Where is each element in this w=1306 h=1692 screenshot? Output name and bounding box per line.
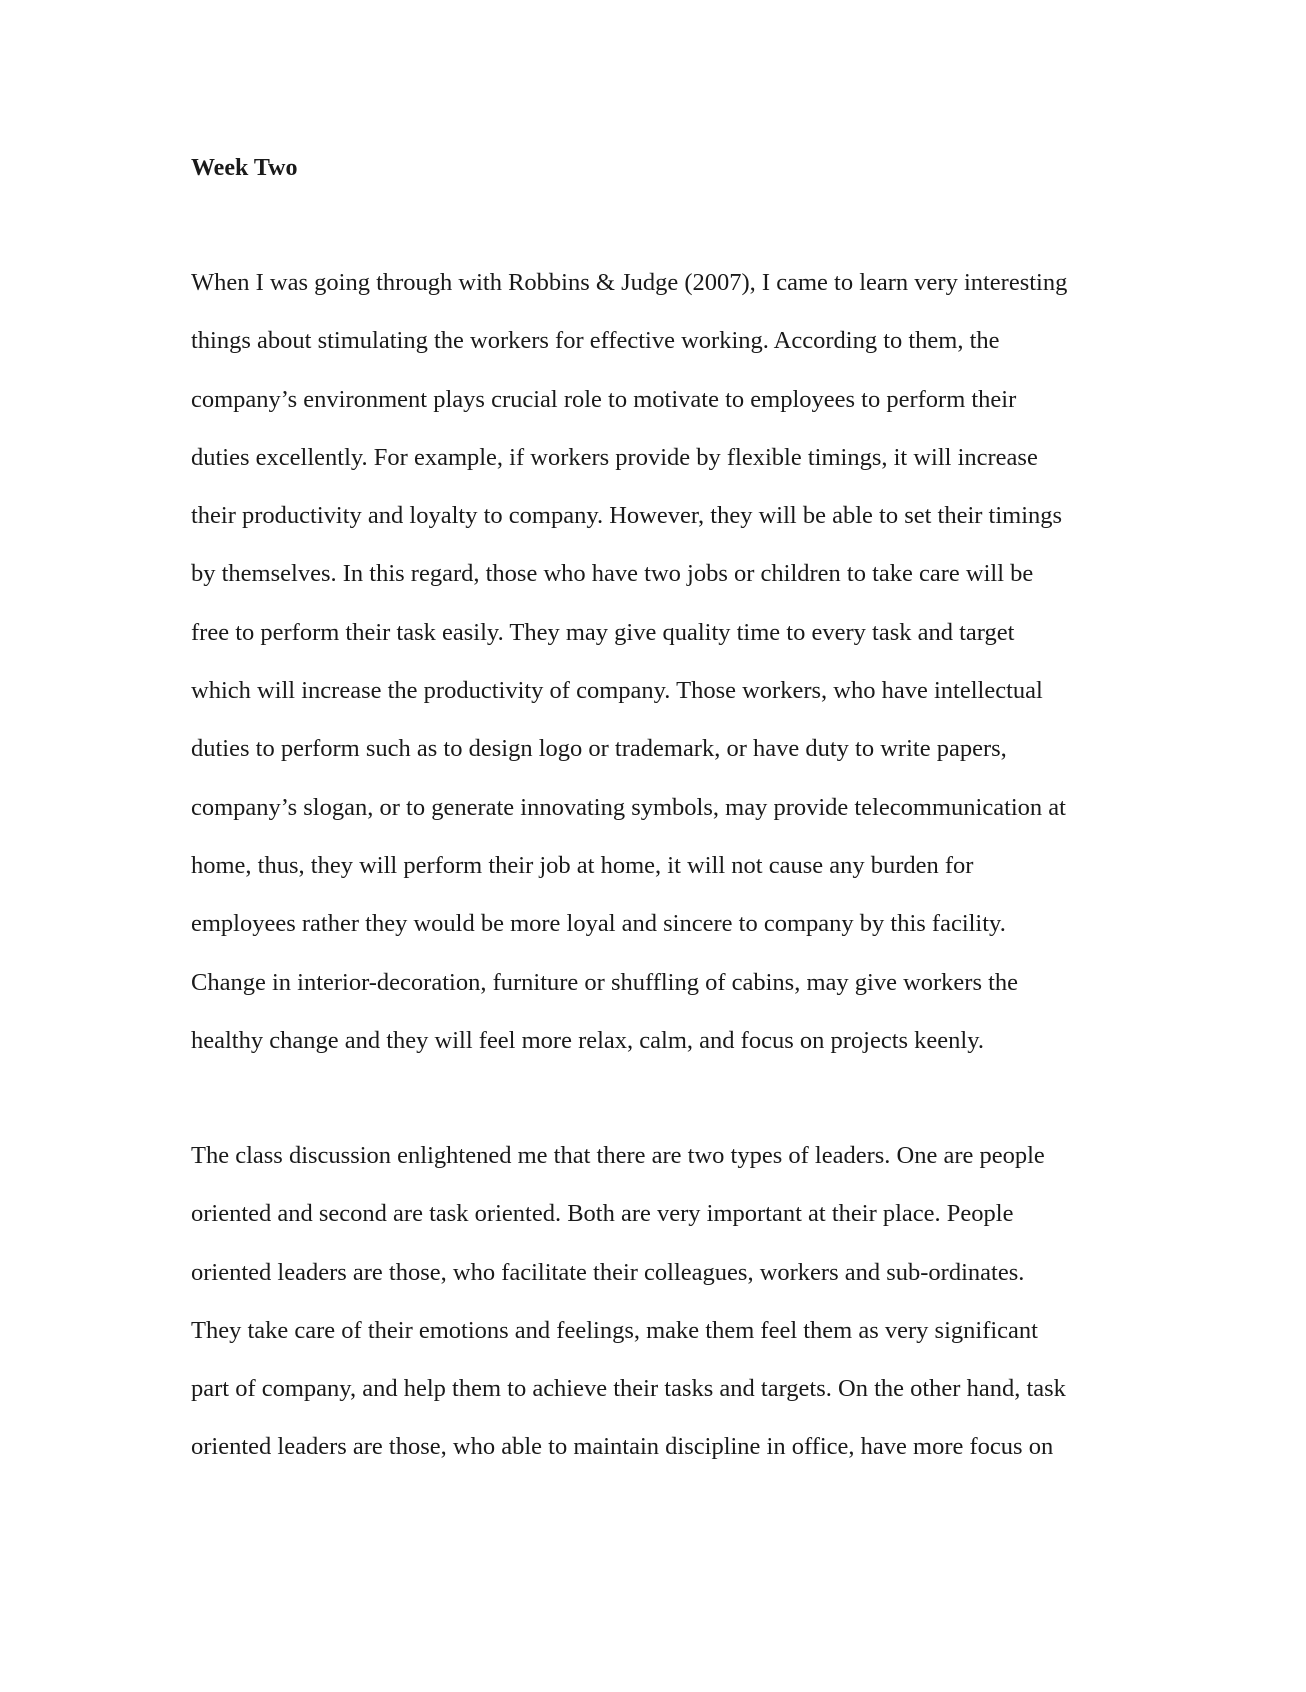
text-line: free to perform their task easily. They may give quality time to every task and target (191, 618, 1015, 646)
text-line: When I was going through with Robbins & Judge (2007), I came to learn very interesting (191, 269, 1068, 296)
text-line: oriented and second are task oriented. Both are very important at their place. People (191, 1200, 1014, 1228)
text-line: which will increase the productivity of company. Those workers, who have intellectual (191, 677, 1043, 705)
text-line: healthy change and they will feel more relax, calm, and focus on projects keenly. (191, 1026, 984, 1054)
text-line: part of company, and help them to achieve their tasks and targets. On the other hand, task (191, 1375, 1066, 1403)
text-line: Change in interior-decoration, furniture or shuffling of cabins, may give workers the (191, 968, 1019, 996)
text-line: company’s environment plays crucial role to motivate to employees to perform their (191, 385, 1017, 413)
text-line: They take care of their emotions and feelings, make them feel them as very significant (191, 1316, 1038, 1344)
text-line: oriented leaders are those, who able to maintain discipline in office, have more focus on (191, 1433, 1054, 1461)
text-line: duties to perform such as to design logo or trademark, or have duty to write papers, (191, 735, 1007, 763)
text-line: duties excellently. For example, if workers provide by flexible timings, it will increase (191, 443, 1038, 471)
text-line: home, thus, they will perform their job at home, it will not cause any burden for (191, 851, 974, 879)
text-line: their productivity and loyalty to company. However, they will be able to set their timings (191, 502, 1063, 530)
text-line: things about stimulating the workers for effective working. According to them, the (191, 327, 1000, 355)
paragraph-1 (191, 267, 1131, 1083)
text-line: company’s slogan, or to generate innovating symbols, may provide telecommunication at (191, 793, 1066, 821)
text-line: employees rather they would be more loyal and sincere to company by this facility. (191, 910, 1006, 938)
paragraph-2 (191, 1140, 1131, 1490)
page-heading: Week Two (191, 155, 298, 181)
text-line: by themselves. In this regard, those who have two jobs or children to take care will be (191, 560, 1034, 588)
text-line: The class discussion enlightened me that there are two types of leaders. One are people (191, 1142, 1045, 1169)
text-line: oriented leaders are those, who facilitate their colleagues, workers and sub-ordinates. (191, 1258, 1025, 1286)
